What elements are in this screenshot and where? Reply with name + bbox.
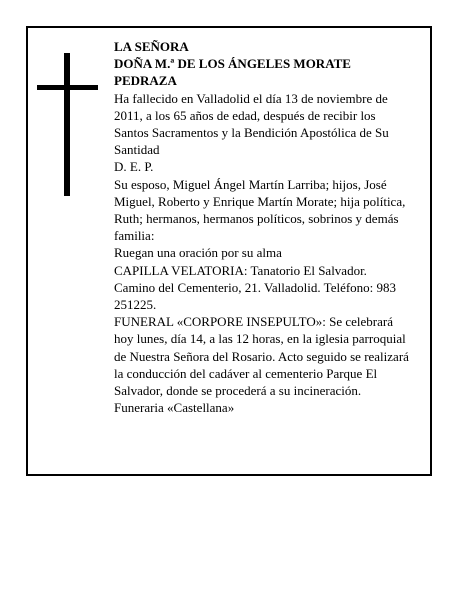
- dep-text: D. E. P.: [114, 159, 154, 175]
- deceased-name: DOÑA M.ª DE LOS ÁNGELES MORATE PEDRAZA: [114, 56, 351, 89]
- chapel-info: CAPILLA VELATORIA: Tanatorio El Salvador. Camino del Cementerio, 21. Valladolid. Teléfono: 983 251225.: [114, 262, 397, 313]
- obituary-text: [114, 38, 410, 416]
- cross-icon: [37, 53, 98, 196]
- deceased-title: LA SEÑORA: [114, 39, 189, 54]
- funeral-info: FUNERAL «CORPORE INSEPULTO»: Se celebrará hoy lunes, día 14, a las 12 horas, en la iglesia parroquial de Nuestra Señora del Rosario. Acto seguido se realizará la conducción del cadáver al cementerio Parque El Salvador, donde se procederá a su incineración.: [114, 314, 409, 399]
- cross-horizontal-bar: [37, 85, 98, 90]
- prayer-request: Ruegan una oración por su alma: [114, 245, 282, 261]
- family-list: Su esposo, Miguel Ángel Martín Larriba; hijos, José Miguel, Roberto y Enrique Martín Morate; hija política, Ruth; hermanos, hermanos políticos, sobrinos y demás familia:: [114, 176, 406, 244]
- death-info: Ha fallecido en Valladolid el día 13 de noviembre de 2011, a los 65 años de edad, después de recibir los Santos Sacramentos y la Bendición Apostólica de Su Santidad: [114, 90, 389, 158]
- cross-vertical-bar: [64, 53, 70, 196]
- funeral-home: Funeraria «Castellana»: [114, 400, 235, 416]
